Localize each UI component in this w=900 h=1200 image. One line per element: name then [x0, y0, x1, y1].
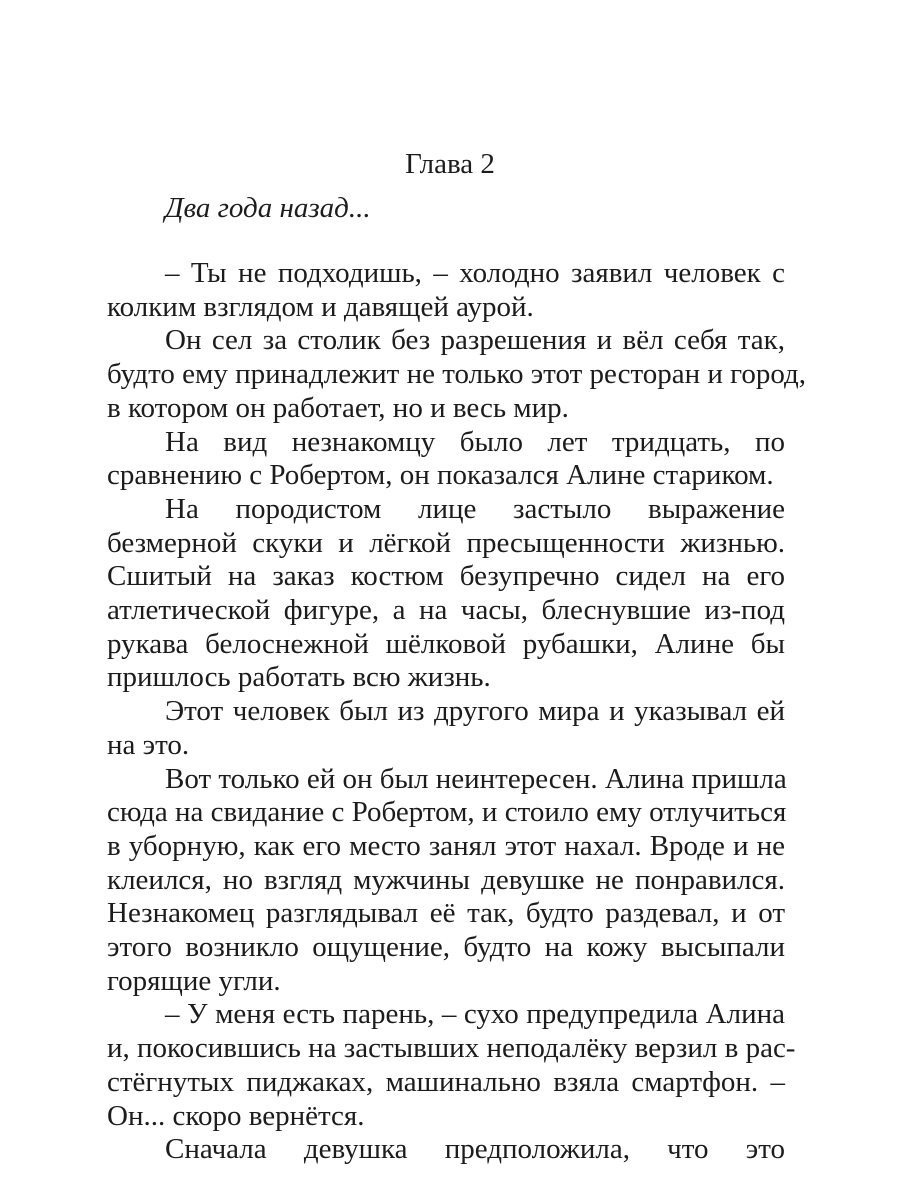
text-line: Вот только ей он был неинтересен. Алина пришла	[165, 762, 787, 795]
paragraph	[107, 763, 785, 999]
text-line: Он сел за столик без разрешения и вёл себя так,	[165, 324, 785, 357]
epigraph: Два года назад...	[165, 192, 371, 224]
text-line: атлетической фигуре, а на часы, блеснувшие из-под	[107, 594, 785, 627]
chapter-body	[107, 257, 807, 1167]
text-line: стёгнутых пиджаках, машинально взяла смартфон. –	[107, 1065, 785, 1098]
text-line: На породистом лице застыло выражение	[165, 492, 785, 525]
text-line: клеился, но взгляд мужчины девушке не понравился.	[107, 863, 785, 896]
text-line: и, покосившись на застывших неподалёку верзил в рас-	[107, 1032, 796, 1065]
text-line: На вид незнакомцу было лет тридцать, по	[165, 425, 785, 458]
paragraph	[107, 998, 796, 1133]
paragraph	[107, 426, 785, 493]
paragraph	[107, 695, 785, 762]
text-line: на это.	[107, 728, 190, 761]
text-line: Этот человек был из другого мира и указывал ей	[165, 695, 785, 728]
text-line: колким взглядом и давящей аурой.	[107, 290, 534, 323]
paragraph	[107, 493, 785, 695]
text-line: горящие угли.	[107, 964, 281, 997]
text-line: Незнакомец разглядывал её так, будто раздевал, и от	[107, 897, 785, 930]
text-line: Сшитый на заказ костюм безупречно сидел на его	[107, 560, 785, 593]
text-line: Он... скоро вернётся.	[107, 1099, 365, 1132]
paragraph	[107, 257, 785, 324]
chapter-title: Глава 2	[405, 148, 495, 180]
paragraph	[107, 324, 807, 425]
text-line: сюда на свидание с Робертом, и стоило ему отлучиться	[107, 796, 787, 829]
text-line: безмерной скуки и лёгкой пресыщенности жизнью.	[107, 526, 785, 559]
text-line: рукава белоснежной шёлковой рубашки, Алине бы	[107, 627, 785, 660]
text-line: этого возникло ощущение, будто на кожу высыпали	[107, 931, 785, 964]
text-line: – Ты не подходишь, – холодно заявил человек с	[165, 257, 785, 289]
text-line: сравнению с Робертом, он показался Алине стариком.	[107, 459, 774, 492]
text-line: пришлось работать всю жизнь.	[107, 661, 491, 694]
text-line: будто ему принадлежит не только этот ресторан и город,	[107, 358, 807, 391]
text-line: в котором он работает, но и весь мир.	[107, 391, 569, 424]
text-line: – У меня есть парень, – сухо предупредила Алина	[165, 998, 785, 1031]
text-line: в уборную, как его место занял этот нахал. Вроде и не	[107, 829, 785, 862]
paragraph	[107, 1133, 785, 1167]
text-line: Сначала девушка предположила, что это	[165, 1133, 785, 1166]
